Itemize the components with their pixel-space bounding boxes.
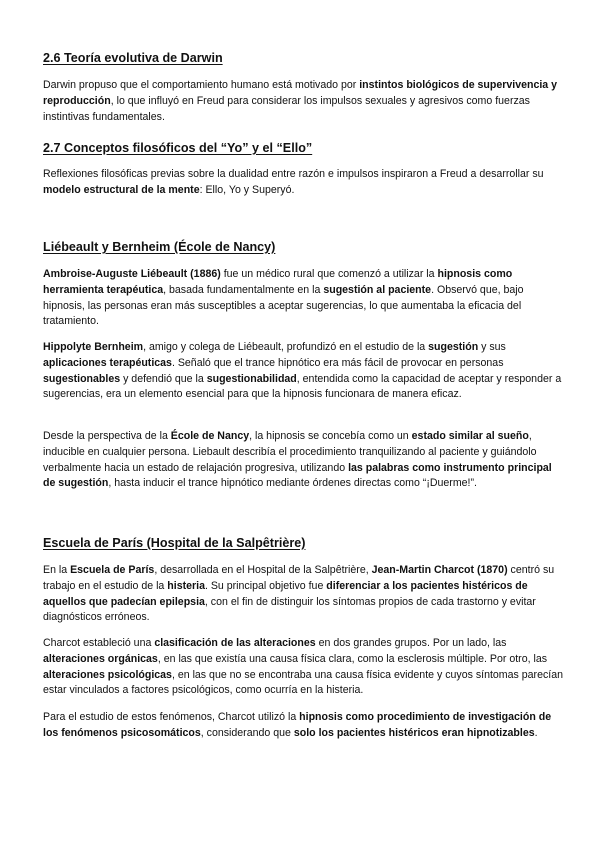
text-segment: Darwin propuso que el comportamiento humano está motivado por bbox=[43, 79, 360, 91]
text-segment: . bbox=[534, 726, 538, 739]
paragraph-liebeault bbox=[43, 267, 563, 330]
text-segment: , hasta inducir el trance hipnótico mediante órdenes directas como “¡Duerme!”. bbox=[108, 477, 477, 490]
text-segment: , en las que existía una causa física clara, como la esclerosis múltiple. Por otro, las bbox=[157, 652, 548, 665]
bold-text-segment: aplicaciones terapéuticas bbox=[43, 356, 172, 369]
text-segment: . Observó que, bajo hipnosis, las personas eran más susceptibles a aceptar sugerencias, lo que aumentaba la eficacia del tratamiento. bbox=[43, 283, 524, 328]
text-segment: fue un médico rural que comenzó a utilizar la bbox=[220, 268, 438, 280]
heading-paris-school: Escuela de París (Hospital de la Salpêtrière) bbox=[43, 536, 306, 550]
bold-text-segment: las palabras como instrumento principal de sugestión bbox=[43, 461, 552, 490]
text-segment: , inducible en cualquier persona. Liebault describía el procedimiento tranquilizando al paciente y guiándolo verbalmente hacia un estado de relajación progresiva, utilizando bbox=[43, 430, 537, 474]
paragraph-bernheim bbox=[43, 340, 563, 403]
paragraph-classification bbox=[43, 636, 563, 699]
text-segment: Para el estudio de estos fenómenos, Charcot utilizó la bbox=[43, 711, 300, 723]
paragraph-nancy-hypnosis bbox=[43, 429, 563, 492]
text-segment: . Señaló que el trance hipnótico era más fácil de provocar en personas bbox=[171, 356, 504, 369]
text-segment: , considerando que bbox=[200, 726, 294, 739]
heading-nancy-school: Liébeault y Bernheim (École de Nancy) bbox=[43, 240, 276, 254]
bold-text-segment: hipnosis como herramienta terapéutica bbox=[43, 268, 513, 296]
bold-text-segment: sugestionables bbox=[43, 372, 121, 385]
bold-text-segment: Jean-Martin Charcot (1870) bbox=[371, 564, 508, 576]
bold-text-segment: hipnosis como procedimiento de investigación de los fenómenos psicosomáticos bbox=[43, 711, 552, 739]
bold-text-segment: alteraciones orgánicas bbox=[43, 652, 158, 665]
bold-text-segment: sugestionabilidad bbox=[206, 372, 297, 385]
text-segment: Charcot estableció una bbox=[43, 637, 155, 649]
bold-text-segment: sugestión bbox=[428, 341, 479, 353]
paragraph-hypnosis-research bbox=[43, 710, 563, 742]
text-segment: , entendida como la capacidad de aceptar y responder a sugerencias, era un elemento esencial para que la hipnosis funcionara de manera eficaz. bbox=[43, 372, 562, 401]
bold-text-segment: Ambroise-Auguste Liébeault (1886) bbox=[43, 268, 221, 280]
text-segment: y sus bbox=[478, 341, 506, 353]
bold-text-segment: instintos biológicos de supervivencia y reproducción bbox=[43, 79, 558, 107]
text-segment: en dos grandes grupos. Por un lado, las bbox=[315, 637, 507, 649]
text-segment: , con el fin de distinguir los síntomas propios de cada trastorno y evitar diagnósticos erróneos. bbox=[43, 595, 536, 624]
bold-text-segment: alteraciones psicológicas bbox=[43, 668, 172, 681]
bold-text-segment: clasificación de las alteraciones bbox=[154, 637, 316, 649]
bold-text-segment: sugestión al paciente bbox=[323, 283, 432, 296]
text-segment: : Ello, Yo y Superyó. bbox=[199, 183, 295, 196]
paragraph-darwin bbox=[43, 78, 563, 125]
bold-text-segment: solo los pacientes histéricos eran hipnotizables bbox=[293, 726, 535, 739]
bold-text-segment: diferenciar a los pacientes histéricos de aquellos que padecían epilepsia bbox=[43, 579, 528, 608]
text-segment: En la bbox=[43, 564, 71, 576]
text-segment: , en las que no se encontraba una causa física evidente y cuyos síntomas parecían estar vinculados a factores psicológicos, como ocurría en la histeria. bbox=[43, 668, 563, 697]
bold-text-segment: Escuela de París bbox=[70, 564, 155, 576]
text-segment: , la hipnosis se concebía como un bbox=[249, 430, 412, 442]
paragraph-yo-ello bbox=[43, 167, 563, 199]
text-segment: y defendió que la bbox=[120, 372, 207, 385]
heading-darwin-theory: 2.6 Teoría evolutiva de Darwin bbox=[43, 51, 223, 65]
paragraph-charcot bbox=[43, 563, 563, 626]
bold-text-segment: modelo estructural de la mente bbox=[43, 183, 200, 196]
bold-text-segment: Hippolyte Bernheim bbox=[43, 341, 144, 353]
bold-text-segment: histeria bbox=[167, 579, 205, 592]
bold-text-segment: estado similar al sueño bbox=[411, 430, 529, 442]
text-segment: . Su principal objetivo fue bbox=[204, 579, 327, 592]
text-segment: , desarrollada en el Hospital de la Salpêtrière, bbox=[154, 564, 372, 576]
text-segment: centró su trabajo en el estudio de la bbox=[43, 564, 555, 592]
bold-text-segment: École de Nancy bbox=[170, 430, 250, 442]
text-segment: Desde la perspectiva de la bbox=[43, 430, 171, 442]
text-segment: , amigo y colega de Liébeault, profundizó en el estudio de la bbox=[143, 341, 429, 353]
text-segment: Reflexiones filosóficas previas sobre la dualidad entre razón e impulsos inspiraron a Freud a desarrollar su bbox=[43, 168, 544, 180]
text-segment: , basada fundamentalmente en la bbox=[163, 283, 324, 296]
text-segment: , lo que influyó en Freud para considerar los impulsos sexuales y agresivos como fuerzas instintivas fundamentales. bbox=[43, 94, 530, 123]
heading-yo-ello: 2.7 Conceptos filosóficos del “Yo” y el “Ello” bbox=[43, 141, 313, 155]
